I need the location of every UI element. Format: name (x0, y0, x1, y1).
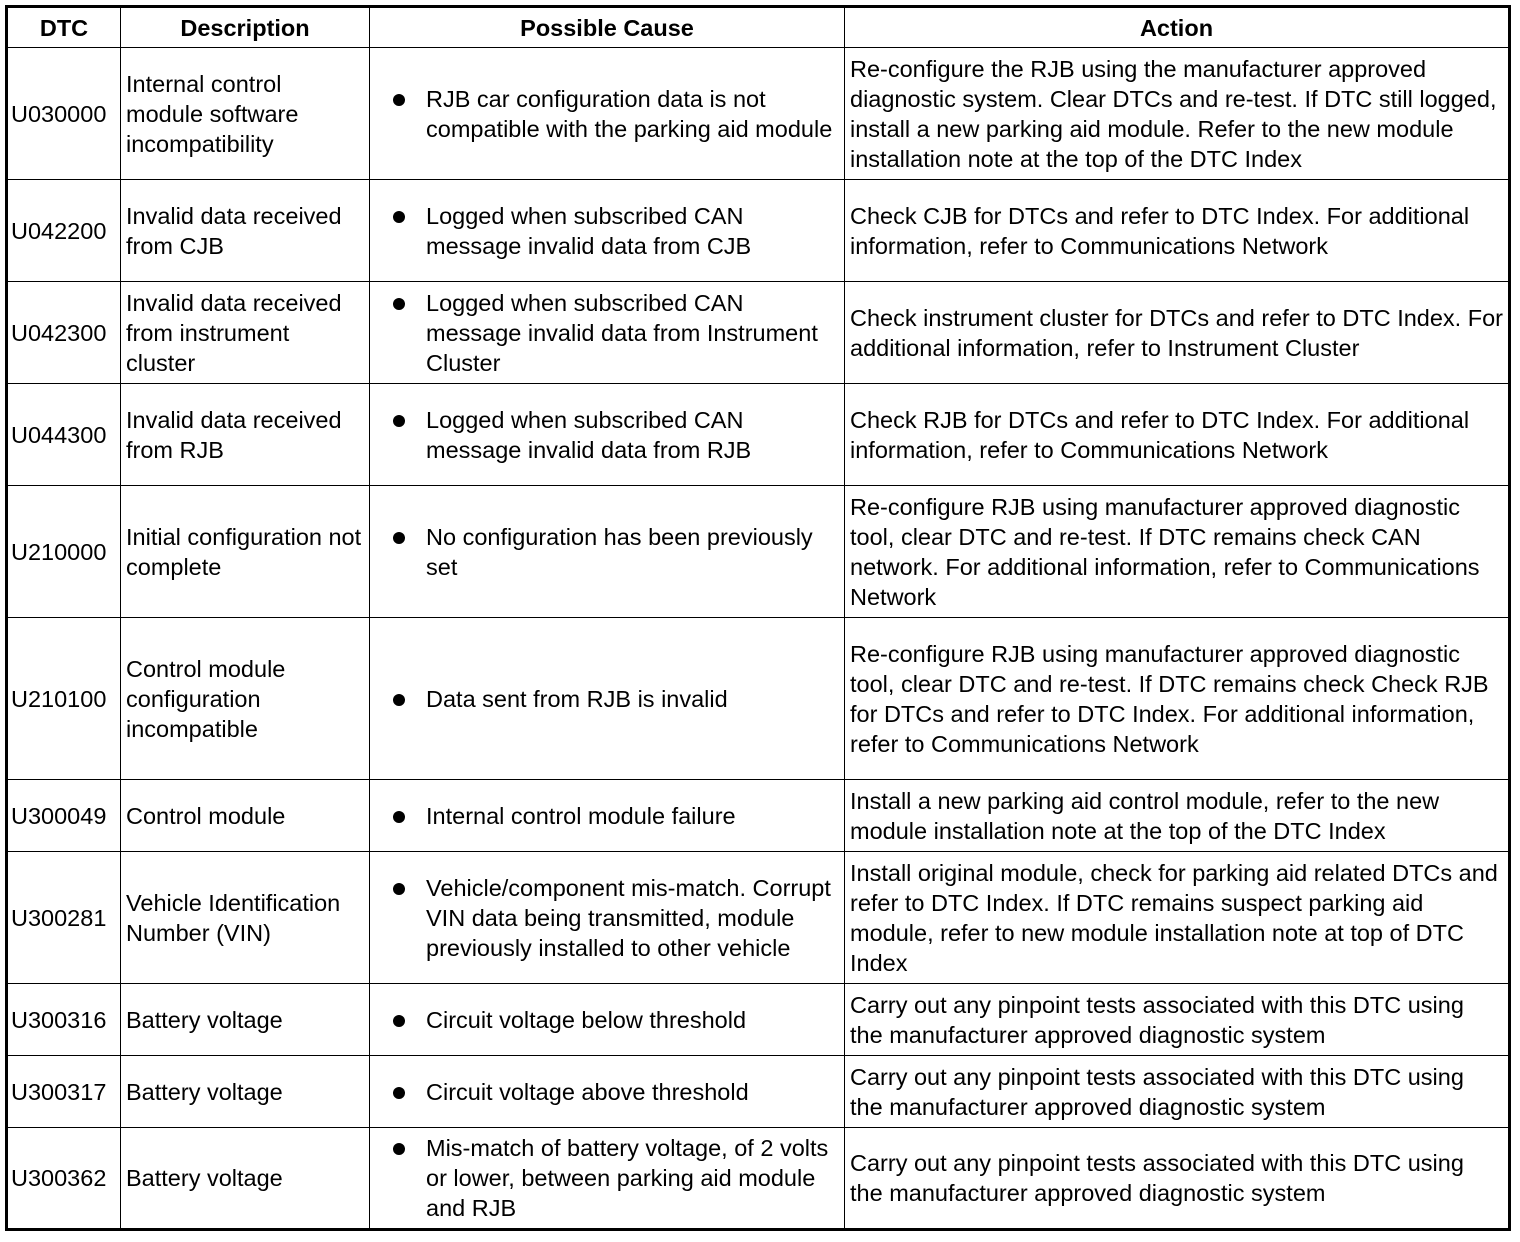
dtc-action: Re-configure RJB using manufacturer approved diagnostic tool, clear DTC and re-test. If DTC remains check CAN network. For additional information, refer to Communications Network (845, 486, 1510, 618)
dtc-action: Carry out any pinpoint tests associated with this DTC using the manufacturer approved diagnostic system (845, 984, 1510, 1056)
possible-cause-cell (370, 618, 845, 780)
bullet-icon (393, 1015, 405, 1027)
header-action: Action (845, 7, 1510, 48)
cause-item (390, 405, 840, 465)
dtc-code: U300281 (7, 852, 121, 984)
bullet-icon (393, 811, 405, 823)
bullet-icon (393, 694, 405, 706)
table-row (7, 180, 1510, 282)
dtc-description: Control module (121, 780, 370, 852)
cause-list (390, 684, 840, 714)
cause-item (390, 873, 840, 963)
dtc-code: U300316 (7, 984, 121, 1056)
dtc-action: Install a new parking aid control module, refer to the new module installation note at the top of the DTC Index (845, 780, 1510, 852)
cause-text: Data sent from RJB is invalid (426, 685, 728, 712)
table-row (7, 282, 1510, 384)
cause-list (390, 84, 840, 144)
cause-item (390, 288, 840, 378)
cause-text: Mis-match of battery voltage, of 2 volts or lower, between parking aid module and RJB (426, 1135, 829, 1221)
dtc-code: U210000 (7, 486, 121, 618)
cause-item (390, 1133, 840, 1223)
dtc-code: U300317 (7, 1056, 121, 1128)
cause-text: Logged when subscribed CAN message invalid data from RJB (426, 406, 752, 463)
cause-item (390, 801, 840, 831)
cause-item (390, 1077, 840, 1107)
cause-list (390, 405, 840, 465)
bullet-icon (393, 211, 405, 223)
cause-text: Logged when subscribed CAN message invalid data from Instrument Cluster (426, 289, 818, 376)
dtc-description: Vehicle Identification Number (VIN) (121, 852, 370, 984)
header-dtc: DTC (7, 7, 121, 48)
possible-cause-cell (370, 48, 845, 180)
table-row (7, 618, 1510, 780)
cause-item (390, 201, 840, 261)
table-row (7, 984, 1510, 1056)
cause-list (390, 873, 840, 963)
dtc-description: Invalid data received from instrument cluster (121, 282, 370, 384)
table-row (7, 852, 1510, 984)
table-row (7, 780, 1510, 852)
dtc-action: Re-configure RJB using manufacturer approved diagnostic tool, clear DTC and re-test. If DTC remains check Check RJB for DTCs and refer to DTC Index. For additional information, refer to Communications Network (845, 618, 1510, 780)
possible-cause-cell (370, 780, 845, 852)
cause-list (390, 1133, 840, 1223)
dtc-description: Battery voltage (121, 1056, 370, 1128)
cause-text: No configuration has been previously set (426, 523, 813, 580)
cause-list (390, 288, 840, 378)
dtc-description: Battery voltage (121, 1128, 370, 1230)
cause-item (390, 522, 840, 582)
cause-text: Vehicle/component mis-match. Corrupt VIN data being transmitted, module previously installed to other vehicle (426, 874, 831, 961)
table-body (7, 48, 1510, 1230)
possible-cause-cell (370, 984, 845, 1056)
cause-text: RJB car configuration data is not compatible with the parking aid module (426, 85, 833, 142)
bullet-icon (393, 415, 405, 427)
dtc-action: Carry out any pinpoint tests associated with this DTC using the manufacturer approved diagnostic system (845, 1056, 1510, 1128)
possible-cause-cell (370, 852, 845, 984)
bullet-icon (393, 883, 405, 895)
dtc-code: U030000 (7, 48, 121, 180)
header-row (7, 7, 1510, 48)
dtc-description: Internal control module software incompatibility (121, 48, 370, 180)
cause-text: Circuit voltage above threshold (426, 1078, 749, 1105)
cause-text: Internal control module failure (426, 802, 736, 829)
cause-text: Circuit voltage below threshold (426, 1006, 747, 1033)
possible-cause-cell (370, 1056, 845, 1128)
dtc-description: Battery voltage (121, 984, 370, 1056)
cause-list (390, 201, 840, 261)
dtc-description: Invalid data received from CJB (121, 180, 370, 282)
dtc-description: Control module configuration incompatible (121, 618, 370, 780)
cause-text: Logged when subscribed CAN message invalid data from CJB (426, 202, 752, 259)
dtc-code: U042300 (7, 282, 121, 384)
bullet-icon (393, 1087, 405, 1099)
possible-cause-cell (370, 1128, 845, 1230)
cause-list (390, 1005, 840, 1035)
dtc-action: Carry out any pinpoint tests associated with this DTC using the manufacturer approved diagnostic system (845, 1128, 1510, 1230)
bullet-icon (393, 532, 405, 544)
header-possible-cause: Possible Cause (370, 7, 845, 48)
cause-list (390, 801, 840, 831)
cause-item (390, 84, 840, 144)
dtc-table (5, 5, 1511, 1231)
dtc-action: Check CJB for DTCs and refer to DTC Index. For additional information, refer to Communications Network (845, 180, 1510, 282)
possible-cause-cell (370, 384, 845, 486)
bullet-icon (393, 94, 405, 106)
possible-cause-cell (370, 486, 845, 618)
cause-list (390, 1077, 840, 1107)
dtc-action: Install original module, check for parking aid related DTCs and refer to DTC Index. If DTC remains suspect parking aid module, refer to new module installation note at top of DTC Index (845, 852, 1510, 984)
dtc-description: Invalid data received from RJB (121, 384, 370, 486)
table-row (7, 384, 1510, 486)
dtc-code: U044300 (7, 384, 121, 486)
cause-list (390, 522, 840, 582)
cause-item (390, 684, 840, 714)
bullet-icon (393, 1143, 405, 1155)
dtc-code: U210100 (7, 618, 121, 780)
cause-item (390, 1005, 840, 1035)
table-row (7, 1128, 1510, 1230)
dtc-description: Initial configuration not complete (121, 486, 370, 618)
dtc-action: Check instrument cluster for DTCs and refer to DTC Index. For additional information, refer to Instrument Cluster (845, 282, 1510, 384)
dtc-code: U300362 (7, 1128, 121, 1230)
table-row (7, 48, 1510, 180)
dtc-action: Check RJB for DTCs and refer to DTC Index. For additional information, refer to Communications Network (845, 384, 1510, 486)
possible-cause-cell (370, 282, 845, 384)
header-description: Description (121, 7, 370, 48)
table-row (7, 1056, 1510, 1128)
table-row (7, 486, 1510, 618)
dtc-code: U042200 (7, 180, 121, 282)
bullet-icon (393, 298, 405, 310)
dtc-code: U300049 (7, 780, 121, 852)
dtc-action: Re-configure the RJB using the manufacturer approved diagnostic system. Clear DTCs and re-test. If DTC still logged, install a new parking aid module. Refer to the new module installation note at the top of the DTC Index (845, 48, 1510, 180)
possible-cause-cell (370, 180, 845, 282)
